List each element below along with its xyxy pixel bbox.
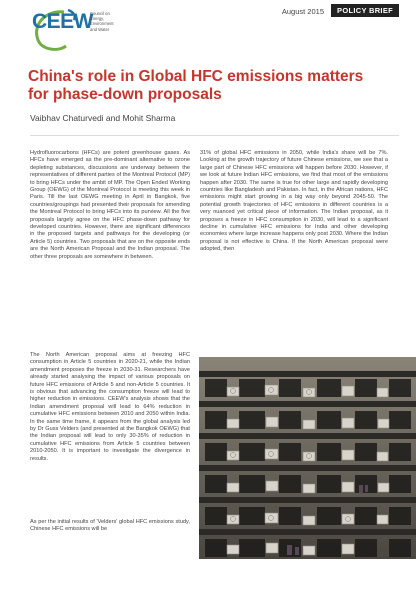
body-column-right bbox=[200, 150, 388, 261]
authors: Vaibhav Chaturvedi and Mohit Sharma bbox=[30, 113, 176, 123]
policy-brief-badge: POLICY BRIEF bbox=[331, 4, 399, 17]
logo-text: CEEW bbox=[32, 10, 93, 33]
building-photo bbox=[199, 357, 416, 559]
body-column-left bbox=[30, 150, 190, 268]
logo-subtitle: Council on Energy, Environment and Water bbox=[90, 11, 114, 32]
body-column-left bbox=[30, 519, 190, 541]
paragraph: Hydrofluorocarbons (HFCs) are potent greenhouse gases. As HFCs have emerged as the pre-dominant alternative to ozone depleting substances, discussions are underway between the representatives of different parties of the Montreal Protocol (MP) to bring HFCs under the ambit of MP. The Open Ended Working Group (OEWG) of the Montreal Protocol is meeting this week in Paris. Till the last OEWG meeting in April in Bangkok, five countries/groupings had presented their proposals for amending the Montreal Protocol to bring HFCs into its purview. All the five proposals largely agree on the HFC phase-down pathway for developed countries. However, there are significant differences in the proposed targets and pathways for the developing (or Article 5) countries. Two proposals that are on the opposite ends are the North American Proposal and the Indian proposal. The other three proposals are somewhere in between. bbox=[30, 150, 190, 260]
divider bbox=[30, 135, 399, 136]
body-column-left bbox=[30, 352, 190, 470]
paragraph: As per the initial results of 'Velders' global HFC emissions study, Chinese HFC emissions will be bbox=[30, 519, 190, 533]
paragraph: 31% of global HFC emissions in 2050, while India's share will be 7%. Looking at the growth trajectory of future Chinese emissions, we see that a large part of Chinese HFC emissions will happen before 2030. However, if we look at future Indian HFC emissions, we find that most of the emissions happen after 2030. The same is true for other large and rapidly developing countries like Bangladesh and Pakistan. In fact, in the African nations, HFC emissions might start growing in a big way only beyond 2045-50. The potential growth trajectories of HFC emissions in different countries is a very nuanced yet critical piece of information. The Indian proposal, as it proposes a freeze in HFC consumption in 2030, will lead to a significant decline in cumulative HFC emissions for India and other developing economies where large increase happens only post 2030. Where the Indian proposal is not effective is China. If the North American proposal were adopted, then bbox=[200, 150, 388, 253]
publication-date: August 2015 bbox=[281, 7, 324, 16]
page-title: China's role in Global HFC emissions matters for phase-down proposals bbox=[28, 68, 364, 103]
paragraph: The North American proposal aims at freezing HFC consumption in Article 5 countries in 2020-21, while the Indian amendment proposes the freeze in 2030-31. Researchers have already started analysing the impact of various proposals on future HFC emissions of Article 5 and non-Article 5 countries. It is obvious that advancing the consumption freeze will lead to higher reduction in emissions. CEEW's analysis shows that the Indian amendment proposal will lead to 64% reduction in cumulative HFC emissions between 2010 and 2050 within India. In the same time frame, it appears from the global analysis led by Dr Guss Velders (and presented at the Bangkok OEWG) that the Indian proposal will lead to only 30-35% of reduction in cumulative HFC emissions from Article 5 countries between 2010-2050. It is important to investigate the divergence in results. bbox=[30, 352, 190, 462]
